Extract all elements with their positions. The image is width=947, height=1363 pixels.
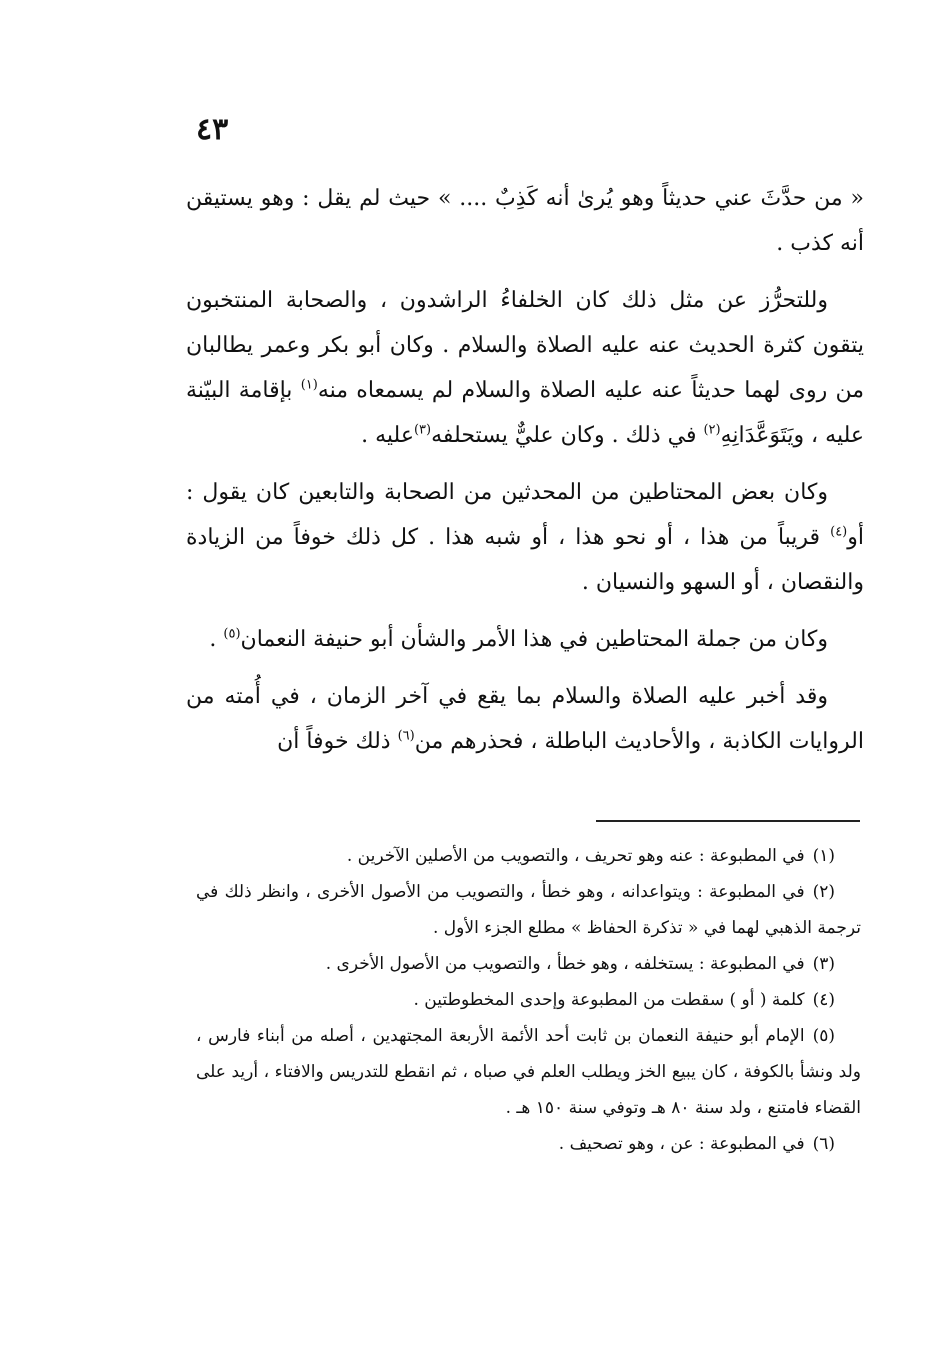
footnote-4	[196, 982, 861, 1018]
footnote-number: (٦)	[812, 1134, 835, 1154]
text-segment: وقد أخبر عليه الصلاة والسلام بما يقع في آخر الزمان ، في أُمته من الروايات الكاذبة ، والأحاديث الباطلة ، فحذرهم من	[186, 684, 864, 754]
footnote-ref-6: (٦)	[397, 728, 415, 744]
footnote-number: (٥)	[812, 1026, 835, 1046]
text-segment: « من حدَّثَ عني حديثاً وهو يُرىٰ أنه كَذِبٌ .... » حيث لم يقل : وهو يستيقن أنه كذب .	[186, 186, 864, 256]
text-segment: قريباً من هذا ، أو نحو هذا ، أو شبه هذا . كل ذلك خوفاً من الزيادة والنقصان ، أو السهو والنسيان .	[186, 525, 864, 595]
footnote-text: في المطبوعة : عن ، وهو تصحيف .	[558, 1134, 805, 1154]
text-segment: وكان بعض المحتاطين من المحدثين من الصحابة والتابعين كان يقول : أو	[186, 480, 864, 550]
footnotes	[196, 838, 861, 1162]
footnote-ref-3: (٣)	[413, 422, 432, 438]
paragraph-4	[186, 617, 864, 662]
main-text	[186, 176, 864, 776]
text-segment: عليه .	[361, 423, 414, 448]
footnote-text: في المطبوعة : عنه وهو تحريف ، والتصويب من الأصلين الآخرين .	[346, 846, 805, 866]
text-segment: .	[209, 627, 224, 652]
footnote-5	[196, 1018, 861, 1126]
footnote-1	[196, 838, 861, 874]
text-segment: وكان من جملة المحتاطين في هذا الأمر والشأن أبو حنيفة النعمان	[240, 627, 828, 652]
footnote-2	[196, 874, 861, 946]
footnote-text: الإمام أبو حنيفة النعمان بن ثابت أحد الأئمة الأربعة المجتهدين ، أصله من أبناء فارس ، ولد ونشأ بالكوفة ، كان يبيع الخز ويطلب العلم في صباه ، ثم انقطع للتدريس والافتاء ، أريد على القضاء فامتنع ، ولد سنة ٨٠ هـ وتوفي سنة ١٥٠ هـ .	[196, 1026, 861, 1118]
footnote-ref-4: (٤)	[830, 524, 848, 540]
footnote-ref-5: (٥)	[223, 626, 241, 642]
paragraph-1	[186, 176, 864, 266]
footnote-number: (١)	[812, 846, 835, 866]
footnote-3	[196, 946, 861, 982]
text-segment: وللتحرُّز عن مثل ذلك كان الخلفاءُ الراشدون ، والصحابة المنتخبون يتقون كثرة الحديث عنه عليه الصلاة والسلام . وكان أبو بكر وعمر يطالبان من روى لهما حديثاً عنه عليه الصلاة والسلام لم يسمعاه منه	[186, 288, 864, 403]
text-segment: في ذلك . وكان عليٌّ يستحلفه	[431, 423, 704, 448]
footnote-text: في المطبوعة : ويتواعدانه ، وهو خطأ ، والتصويب من الأصول الأخرى ، وانظر ذلك في ترجمة الذهبي لهما في « تذكرة الحفاظ » مطلع الجزء الأول .	[196, 882, 861, 938]
footnote-ref-2: (٢)	[703, 422, 721, 438]
paragraph-5	[186, 674, 864, 764]
text-segment: بإقامة البيّنة عليه ، ويَتَوَعَّدَانِهِ	[186, 378, 864, 448]
footnote-ref-1: (١)	[300, 377, 318, 393]
paragraph-3	[186, 470, 864, 605]
footnote-number: (٢)	[812, 882, 835, 902]
text-segment: ذلك خوفاً أن	[277, 729, 398, 754]
footnote-text: في المطبوعة : يستخلفه ، وهو خطأ ، والتصويب من الأصول الأخرى .	[325, 954, 805, 974]
footnote-divider	[596, 820, 860, 822]
paragraph-2	[186, 278, 864, 458]
footnote-number: (٣)	[812, 954, 835, 974]
footnote-6	[196, 1126, 861, 1162]
page-number: ٤٣	[196, 112, 229, 147]
footnote-number: (٤)	[812, 990, 835, 1010]
footnote-text: كلمة ( أو ) سقطت من المطبوعة وإحدى المخطوطتين .	[413, 990, 805, 1010]
